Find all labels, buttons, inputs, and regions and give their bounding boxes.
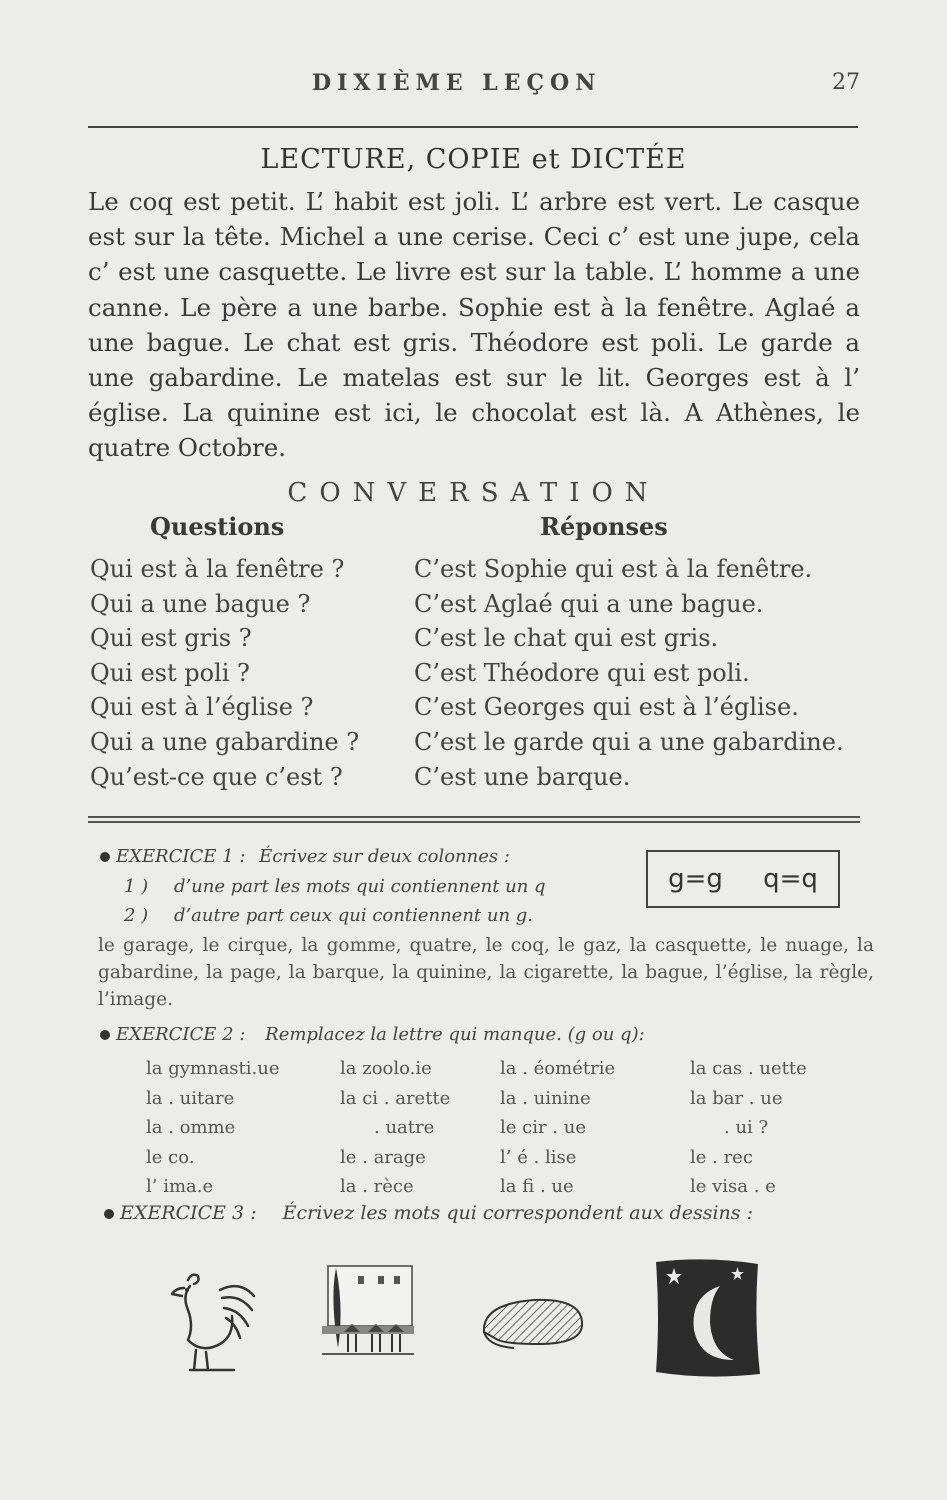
questions-header: Questions xyxy=(150,512,285,541)
blank-word: la zoolo.ie xyxy=(340,1058,432,1079)
blank-word: le cir . ue xyxy=(500,1117,586,1138)
item-text: d’autre part ceux qui contiennent un g. xyxy=(173,905,534,926)
blank-word: le . rec xyxy=(690,1146,753,1168)
question-item: Qui est à l’église ? xyxy=(90,693,314,722)
bullet-icon xyxy=(104,1209,114,1219)
exercise-2-instruction: Remplacez la lettre qui manque. (g ou q): xyxy=(265,1024,645,1045)
answers-list xyxy=(414,552,844,794)
exercise-2-column xyxy=(690,1054,807,1202)
blank-word: la fi . ue xyxy=(500,1176,574,1197)
blank-word: la bar . ue xyxy=(690,1087,783,1109)
lecture-text: Le coq est petit. L’ habit est joli. L’ arbre est vert. Le casque est sur la tête. Michel a une cerise. Ceci c’ est une jupe, cela c’ est une casquette. Le livre est sur la table. L’ homme a une canne. Le père a une barbe. Sophie est à la fenêtre. Aglaé a une bague. Le chat est gris. Théodore est poli. Le garde a une gabardine. Le matelas est sur le lit. Georges est à l’ église. La quinine est ici, le chocolat est là. A Athènes, le quatre Octobre. xyxy=(88,187,860,463)
blank-word: le visa . e xyxy=(690,1176,776,1197)
exercise-3-label: EXERCICE 3 : xyxy=(120,1202,257,1224)
blank-word: . ui ? xyxy=(724,1117,769,1138)
running-head: DIXIÈME LEÇON xyxy=(312,70,602,96)
exercise-1-item-1 xyxy=(124,876,546,897)
blank-word: le co. xyxy=(146,1146,195,1168)
exercise-2-heading xyxy=(100,1024,645,1045)
question-item: Qui est gris ? xyxy=(90,624,252,653)
question-item: Qu’est-ce que c’est ? xyxy=(90,762,343,791)
cap-icon xyxy=(478,1292,588,1354)
exercise-1-instruction: Écrivez sur deux colonnes : xyxy=(259,846,510,867)
blank-word: la ci . arette xyxy=(340,1087,451,1109)
conversation-title: CONVERSATION xyxy=(287,478,660,508)
lecture-title: LECTURE, COPIE et DICTÉE xyxy=(260,144,687,175)
question-item: Qui a une gabardine ? xyxy=(90,727,360,756)
letter-equivalence-box xyxy=(646,850,840,908)
answers-header: Réponses xyxy=(540,512,668,541)
blank-word: la . uinine xyxy=(500,1087,591,1109)
blank-word: la . uitare xyxy=(146,1087,235,1109)
exercise-2-column xyxy=(340,1054,450,1202)
blank-word: la cas . uette xyxy=(690,1058,807,1079)
moon-night-icon xyxy=(650,1256,764,1378)
item-text: d’une part les mots qui contiennent un q xyxy=(173,876,546,897)
blank-word: . uatre xyxy=(374,1117,435,1138)
blank-word: la gymnasti.ue xyxy=(146,1058,280,1079)
blank-word: la . omme xyxy=(146,1117,236,1138)
exercise-1-item-2 xyxy=(124,905,533,926)
header-rule xyxy=(88,126,858,128)
exercise-1-words: le garage, le cirque, la gomme, quatre, le coq, le gaz, la casquette, le nuage, la gabardine, la page, la barque, la quinine, la cigarette, la bague, l’église, la règle, l’image. xyxy=(98,935,874,1010)
section-rule xyxy=(88,821,860,823)
answer-item: C’est le garde qui a une gabardine. xyxy=(414,727,844,756)
blank-word: la . rèce xyxy=(340,1176,414,1197)
blank-word: le . arage xyxy=(340,1146,426,1168)
bullet-icon xyxy=(100,1030,110,1040)
page-number: 27 xyxy=(832,70,860,95)
blank-word: l’ ima.e xyxy=(146,1176,214,1197)
section-rule xyxy=(88,816,860,818)
exercise-2-label: EXERCICE 2 : xyxy=(116,1024,246,1045)
answer-item: C’est Théodore qui est poli. xyxy=(414,658,750,687)
exercise-2-column xyxy=(500,1054,615,1202)
q-equivalence: q=q xyxy=(763,864,818,894)
answer-item: C’est le chat qui est gris. xyxy=(414,624,719,653)
answer-item: C’est une barque. xyxy=(414,762,631,791)
g-equivalence: g=g xyxy=(668,864,723,894)
answer-item: C’est Sophie qui est à la fenêtre. xyxy=(414,555,813,583)
exercise-3-heading xyxy=(104,1202,753,1224)
exercise-1-heading xyxy=(100,846,510,867)
rooster-icon xyxy=(160,1268,260,1380)
item-number: 1 ) xyxy=(124,876,149,897)
exercise-1-label: EXERCICE 1 : xyxy=(116,846,246,867)
bullet-icon xyxy=(100,852,110,862)
answer-item: C’est Aglaé qui a une bague. xyxy=(414,589,764,618)
exercise-2-column xyxy=(146,1054,280,1202)
answer-item: C’est Georges qui est à l’église. xyxy=(414,693,799,722)
blank-word: l’ é . lise xyxy=(500,1146,577,1168)
rooster-eye xyxy=(185,1288,189,1292)
church-scene-icon xyxy=(318,1262,418,1368)
question-item: Qui a une bague ? xyxy=(90,589,311,618)
item-number: 2 ) xyxy=(124,905,149,926)
questions-list xyxy=(90,552,359,794)
exercise-3-instruction: Écrivez les mots qui correspondent aux dessins : xyxy=(282,1202,753,1224)
question-item: Qui est à la fenêtre ? xyxy=(90,555,345,583)
question-item: Qui est poli ? xyxy=(90,658,250,687)
blank-word: la . éométrie xyxy=(500,1058,616,1079)
